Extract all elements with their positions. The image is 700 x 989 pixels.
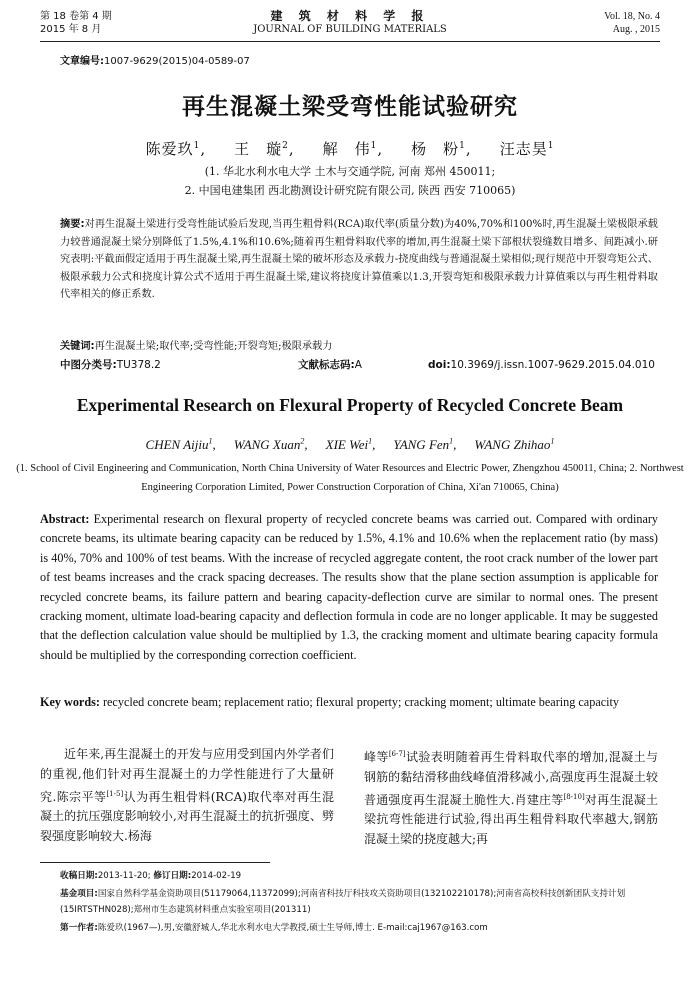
keywords-en-text: recycled concrete beam; replacement ratio; flexural property; cracking moment; ultimate bearing capacity — [102, 695, 619, 709]
author-cn: 解 伟$^1$, — [322, 140, 384, 158]
author-cn: 杨 粉$^1$, — [411, 140, 472, 158]
volume-en: Vol. 18, No. 4 — [604, 11, 660, 22]
citation-ref: [8-10] — [563, 792, 585, 801]
citation-ref: [1-5] — [106, 789, 124, 798]
title-cn: 再生混凝土梁受弯性能试验研究 — [182, 94, 518, 120]
header-divider — [40, 41, 660, 42]
body-column-right: 峰等[6-7]试验表明随着再生骨料取代率的增加,混凝土与钢筋的黏结滑移曲线峰值滑移减小,高强度再生混凝土较普通强度再生混凝土脆性大.肖建庄等[8-10]对再生混凝土梁抗弯性能进行试验,得出再生粗骨料取代率越大,钢筋混凝土梁的挠度越大;再 — [364, 750, 658, 847]
affiliation-cn-2: 2. 中国电建集团 西北勘测设计研究院有限公司, 陕西 西安 710065) — [184, 184, 516, 197]
date-cn: 2015 年 8 月 — [40, 24, 102, 35]
keywords-cn-label: 关键词: — [60, 341, 95, 352]
author-en: WANG Xuan$^2$, — [233, 437, 308, 453]
author-en: WANG Zhihao$^1$ — [474, 437, 555, 453]
author-en: CHEN Aijiu$^1$, — [145, 437, 216, 453]
volume-cn: 第 18 卷第 4 期 — [40, 11, 112, 22]
journal-name-cn: 建 筑 材 料 学 报 — [270, 9, 430, 23]
keywords-en-label: Key words: — [40, 695, 100, 709]
affiliations-cn — [0, 162, 700, 200]
footnote-dates: 收稿日期:2013-11-20; 修订日期:2014-02-19 — [60, 871, 242, 881]
authors-cn — [0, 138, 700, 159]
footnote-divider — [40, 862, 270, 863]
authors-en — [0, 437, 700, 453]
abstract-cn-text: 对再生混凝土梁进行受弯性能试验后发现,当再生粗骨料(RCA)取代率(质量分数)为40%,70%和100%时,再生混凝土梁极限承载力较普通混凝土梁分别降低了1.5%,4.1%和10.6%;随着再生粗骨料取代率的增加,再生混凝土梁下部根状裂缝数目增多、间距减小.研究表明:平截面假定适用于再生混凝土梁,再生混凝土梁的破坏形态及承载力-挠度曲线与普通混凝土梁相似;现行规范中开裂弯矩公式、极限承载力公式和挠度计算公式不适用于再生混凝土梁,建议将挠度计算值乘以1.3,开裂弯矩和极限承载力计算值乘以与再生粗骨料取代率相关的修正系数. — [60, 219, 658, 301]
article-number-label: 文章编号: — [60, 56, 104, 67]
citation-ref: [6-7] — [388, 750, 406, 758]
abstract-en-text: Experimental research on flexural property of recycled concrete beams was carried out. Compared with ordinary concrete beams, its ultimate bearing capacity can be reduced by 1.5%, 4.1% and 10.6% when the replacement ratio (by mass) is 40%, 70% and 100% of test beams. With the increase of recycled aggregate content, the root crack number of the lower part of test beams increases and the crack spacing decreases. The results show that the plane section assumption is applicable for recycled concrete beams, its failure pattern and bearing capacity-deflection curve are similar to normal ones. The present cracking moment, ultimate load-bearing capacity and deflection formula in code are no longer applicable. It may be suggested that the deflection calculation value should be multiplied by 1.3, the cracking moment and ultimate bearing capacity formula should be multiplied by the corresponding correction coefficient. — [40, 512, 659, 662]
author-cn: 王 璇$^2$, — [234, 140, 295, 158]
clc-number: 中图分类号:TU378.2 — [60, 359, 161, 371]
keywords-en — [40, 693, 658, 712]
article-number — [60, 52, 250, 67]
title-en: Experimental Research on Flexural Property of Recycled Concrete Beam — [76, 395, 624, 415]
footnote-first-author: 第一作者:陈爱玖(1967—),男,安徽舒城人,华北水利水电大学教授,硕士生导师,博士. E-mail:caj1967@163.com — [60, 923, 488, 933]
author-en: XIE Wei$^1$, — [325, 437, 376, 453]
doi: doi:10.3969/j.issn.1007-9629.2015.04.010 — [428, 359, 655, 371]
date-en: Aug. , 2015 — [612, 24, 660, 35]
keywords-cn — [60, 338, 658, 356]
journal-name-en: JOURNAL OF BUILDING MATERIALS — [253, 24, 447, 35]
affiliation-cn-1: (1. 华北水利水电大学 土木与交通学院, 河南 郑州 450011; — [204, 165, 496, 178]
affiliations-en: (1. School of Civil Engineering and Communication, North China University of Water Resources and Electric Power, Zhengzhou 450011, China; 2. Northwest Engineering Corporation Limited, Power Construction Corporation of China, Xi'an 710065, China) — [16, 463, 684, 493]
header-right — [604, 10, 660, 36]
article-number-value: 1007-9629(2015)04-0589-07 — [104, 56, 250, 67]
abstract-cn-label: 摘要: — [60, 219, 85, 230]
running-header — [40, 10, 660, 38]
keywords-cn-text: 再生混凝土梁;取代率;受弯性能;开裂弯矩;极限承载力 — [94, 341, 333, 352]
author-cn: 汪志昊$^1$ — [499, 140, 555, 158]
author-en: YANG Fen$^1$, — [393, 437, 457, 453]
header-center — [40, 10, 660, 36]
footnote-funding: 基金项目:国家自然科学基金资助项目(51179064,11372099);河南省科技厅科技攻关资助项目(132102210178);河南省高校科技创新团队支持计划(15IRTSTHN028);郑州市生态建筑材料重点实验室项目(201311) — [60, 889, 626, 915]
author-cn: 陈爱玖$^1$, — [145, 140, 207, 158]
abstract-en-label: Abstract: — [40, 512, 90, 526]
body-column-left: 近年来,再生混凝土的开发与应用受到国内外学者们的重视,他们针对再生混凝土的力学性能进行了大量研究.陈宗平等[1-5]认为再生粗骨料(RCA)取代率对再生混凝土的抗压强度影响较小,对再生混凝土的抗折强度、劈裂强度影响较大.杨海 — [40, 747, 334, 844]
abstract-en — [40, 510, 658, 665]
abstract-cn — [60, 216, 658, 304]
document-code: 文献标志码:A — [298, 359, 362, 371]
